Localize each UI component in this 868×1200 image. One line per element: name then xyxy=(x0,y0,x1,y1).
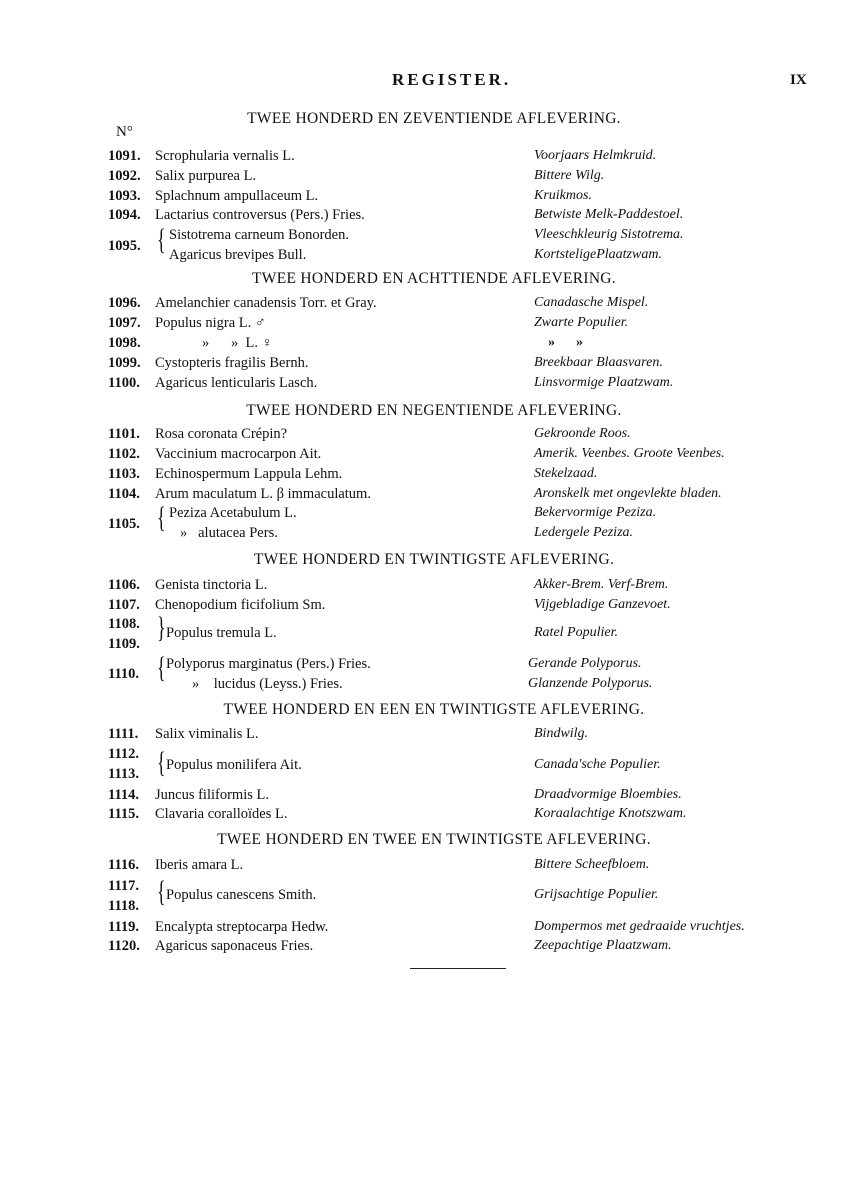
register-entry xyxy=(0,724,868,744)
register-entry xyxy=(0,293,868,313)
entry-vernacular: Grijsachtige Populier. xyxy=(534,887,659,902)
entry-vernacular: Kruikmos. xyxy=(534,188,592,203)
entry-name: Populus canescens Smith. xyxy=(166,887,317,903)
entry-vernacular: Breekbaar Blaasvaren. xyxy=(534,355,663,370)
entry-name: Peziza Acetabulum L. xyxy=(169,505,297,521)
entry-name: Clavaria coralloïdes L. xyxy=(155,806,288,822)
entry-number: 1096. xyxy=(108,295,141,311)
entry-name: Iberis amara L. xyxy=(155,857,244,873)
entry-number: 1097. xyxy=(108,315,141,331)
register-entry xyxy=(0,313,868,333)
entry-number: 1103. xyxy=(108,466,140,482)
register-entry xyxy=(0,225,868,245)
entry-vernacular: Bittere Wilg. xyxy=(534,168,605,183)
entry-number: 1101. xyxy=(108,426,140,442)
entry-vernacular: Dompermos met gedraaide vruchtjes. xyxy=(534,919,745,934)
entry-number: 1102. xyxy=(108,446,140,462)
register-entry xyxy=(0,936,868,956)
entry-name: Populus tremula L. xyxy=(166,625,277,641)
entry-number: 1111. xyxy=(108,726,139,742)
entry-vernacular: Linsvormige Plaatzwam. xyxy=(534,375,674,390)
entry-name: » alutacea Pers. xyxy=(180,525,278,541)
register-entry xyxy=(0,595,868,615)
register-entry-merged xyxy=(0,623,868,643)
entry-vernacular: Ratel Populier. xyxy=(534,625,618,640)
register-entry xyxy=(0,503,868,523)
entry-vernacular: Akker-Brem. Verf-Brem. xyxy=(534,577,669,592)
register-entry xyxy=(0,186,868,206)
register-entry xyxy=(0,804,868,824)
entry-vernacular: Ledergele Peziza. xyxy=(534,525,634,540)
entry-vernacular: Zwarte Populier. xyxy=(534,315,629,330)
register-entry xyxy=(0,523,868,543)
register-entry xyxy=(0,464,868,484)
register-entry xyxy=(0,674,868,694)
entry-vernacular: » » xyxy=(548,335,583,350)
register-entry xyxy=(0,424,868,444)
entry-vernacular: Stekelzaad. xyxy=(534,466,598,481)
entry-number: 1107. xyxy=(108,597,140,613)
entry-vernacular: Koraalachtige Knotszwam. xyxy=(534,806,687,821)
entry-name: Chenopodium ficifolium Sm. xyxy=(155,597,326,613)
entry-vernacular: Gerande Polyporus. xyxy=(528,656,642,671)
entry-number: 1116. xyxy=(108,857,140,873)
entry-name: Salix viminalis L. xyxy=(155,726,259,742)
entry-name: Agaricus brevipes Bull. xyxy=(169,247,307,263)
entry-vernacular: Bekervormige Peziza. xyxy=(534,505,657,520)
register-entry xyxy=(0,575,868,595)
register-entry xyxy=(0,333,868,353)
entry-vernacular: Glanzende Polyporus. xyxy=(528,676,653,691)
entry-number: 1108. xyxy=(108,616,140,632)
entry-name: Cystopteris fragilis Bernh. xyxy=(155,355,309,371)
entry-name: Scrophularia vernalis L. xyxy=(155,148,295,164)
entry-name: Lactarius controversus (Pers.) Fries. xyxy=(155,207,365,223)
entry-vernacular: Canadasche Mispel. xyxy=(534,295,649,310)
entry-number: 1112. xyxy=(108,746,140,762)
entry-name: Echinospermum Lappula Lehm. xyxy=(155,466,343,482)
entry-number: 1120. xyxy=(108,938,140,954)
entry-name: Arum maculatum L. β immaculatum. xyxy=(155,486,371,502)
entry-number: 1117. xyxy=(108,878,140,894)
register-entry xyxy=(0,855,868,875)
section-heading: TWEE HONDERD EN EEN EN TWINTIGSTE AFLEVERING. xyxy=(223,701,645,718)
entry-name: » lucidus (Leyss.) Fries. xyxy=(192,676,343,692)
entry-name: Populus nigra L. ♂ xyxy=(155,315,266,331)
entry-vernacular: Draadvormige Bloembies. xyxy=(534,787,682,802)
entry-vernacular: Zeepachtige Plaatzwam. xyxy=(534,938,672,953)
entry-number: 1119. xyxy=(108,919,140,935)
entry-number: 1105. xyxy=(108,516,140,532)
entry-name: Amelanchier canadensis Torr. et Gray. xyxy=(155,295,377,311)
entry-number: 1115. xyxy=(108,806,140,822)
brace-mark: { xyxy=(157,223,166,256)
entry-vernacular: Voorjaars Helmkruid. xyxy=(534,148,657,163)
section-heading: TWEE HONDERD EN NEGENTIENDE AFLEVERING. xyxy=(246,402,622,419)
entry-number: 1114. xyxy=(108,787,140,803)
entry-number: 1110. xyxy=(108,666,140,682)
register-entry xyxy=(0,654,868,674)
register-entry-merged xyxy=(0,755,868,775)
entry-number: 1091. xyxy=(108,148,141,164)
section-heading: TWEE HONDERD EN TWINTIGSTE AFLEVERING. xyxy=(253,551,615,568)
entry-number: 1099. xyxy=(108,355,141,371)
entry-name: Splachnum ampullaceum L. xyxy=(155,188,319,204)
entry-number: 1113. xyxy=(108,766,140,782)
brace-mark: { xyxy=(157,501,166,534)
brace-mark: { xyxy=(157,746,166,779)
section-heading: TWEE HONDERD EN ACHTTIENDE AFLEVERING. xyxy=(252,270,616,287)
register-entry xyxy=(0,373,868,393)
number-column-label: N° xyxy=(116,124,133,140)
entry-number: 1093. xyxy=(108,188,141,204)
register-entry xyxy=(0,917,868,937)
entry-number: 1092. xyxy=(108,168,141,184)
entry-number: 1118. xyxy=(108,898,140,914)
register-entry xyxy=(0,205,868,225)
page-number: IX xyxy=(790,72,807,88)
entry-number: 1104. xyxy=(108,486,140,502)
register-entry xyxy=(0,353,868,373)
entry-name: Genista tinctoria L. xyxy=(155,577,268,593)
entry-vernacular: Vijgebladige Ganzevoet. xyxy=(534,597,671,612)
page-header xyxy=(0,70,868,94)
register-entry xyxy=(0,166,868,186)
entry-vernacular: Amerik. Veenbes. Groote Veenbes. xyxy=(534,446,725,461)
entry-name: Polyporus marginatus (Pers.) Fries. xyxy=(166,656,371,672)
closing-rule xyxy=(410,968,506,969)
register-entry xyxy=(0,146,868,166)
entry-name: Rosa coronata Crépin? xyxy=(155,426,288,442)
entry-name: Salix purpurea L. xyxy=(155,168,257,184)
entry-number: 1106. xyxy=(108,577,140,593)
entry-vernacular: Bindwilg. xyxy=(534,726,589,741)
section-heading: TWEE HONDERD EN ZEVENTIENDE AFLEVERING. xyxy=(247,110,621,127)
entry-vernacular: Canada'sche Populier. xyxy=(534,757,661,772)
entry-name: Vaccinium macrocarpon Ait. xyxy=(155,446,322,462)
page-title: REGISTER. xyxy=(392,70,512,89)
register-entry xyxy=(0,484,868,504)
brace-mark: { xyxy=(157,651,166,684)
register-entry xyxy=(0,785,868,805)
entry-number: 1094. xyxy=(108,207,141,223)
entry-name: Populus monilifera Ait. xyxy=(166,757,302,773)
entry-number: 1098. xyxy=(108,335,141,351)
entry-vernacular: Gekroonde Roos. xyxy=(534,426,631,441)
register-entry-merged xyxy=(0,885,868,905)
entry-name: Agaricus lenticularis Lasch. xyxy=(155,375,318,391)
entry-name: » » L. ♀ xyxy=(202,335,273,351)
entry-number: 1095. xyxy=(108,238,141,254)
brace-mark: } xyxy=(157,611,166,644)
entry-number: 1100. xyxy=(108,375,140,391)
entry-vernacular: KortsteligePlaatzwam. xyxy=(534,247,662,262)
entry-name: Sistotrema carneum Bonorden. xyxy=(169,227,349,243)
entry-name: Juncus filiformis L. xyxy=(155,787,269,803)
register-entry xyxy=(0,444,868,464)
entry-name: Encalypta streptocarpa Hedw. xyxy=(155,919,329,935)
section-heading: TWEE HONDERD EN TWEE EN TWINTIGSTE AFLEVERING. xyxy=(217,831,651,848)
entry-number: 1109. xyxy=(108,636,140,652)
brace-mark: { xyxy=(157,875,166,908)
entry-name: Agaricus saponaceus Fries. xyxy=(155,938,314,954)
entry-vernacular: Aronskelk met ongevlekte bladen. xyxy=(534,486,722,501)
register-entry xyxy=(0,245,868,265)
entry-vernacular: Vleeschkleurig Sistotrema. xyxy=(534,227,684,242)
entry-vernacular: Betwiste Melk-Paddestoel. xyxy=(534,207,684,222)
entry-vernacular: Bittere Scheefbloem. xyxy=(534,857,650,872)
